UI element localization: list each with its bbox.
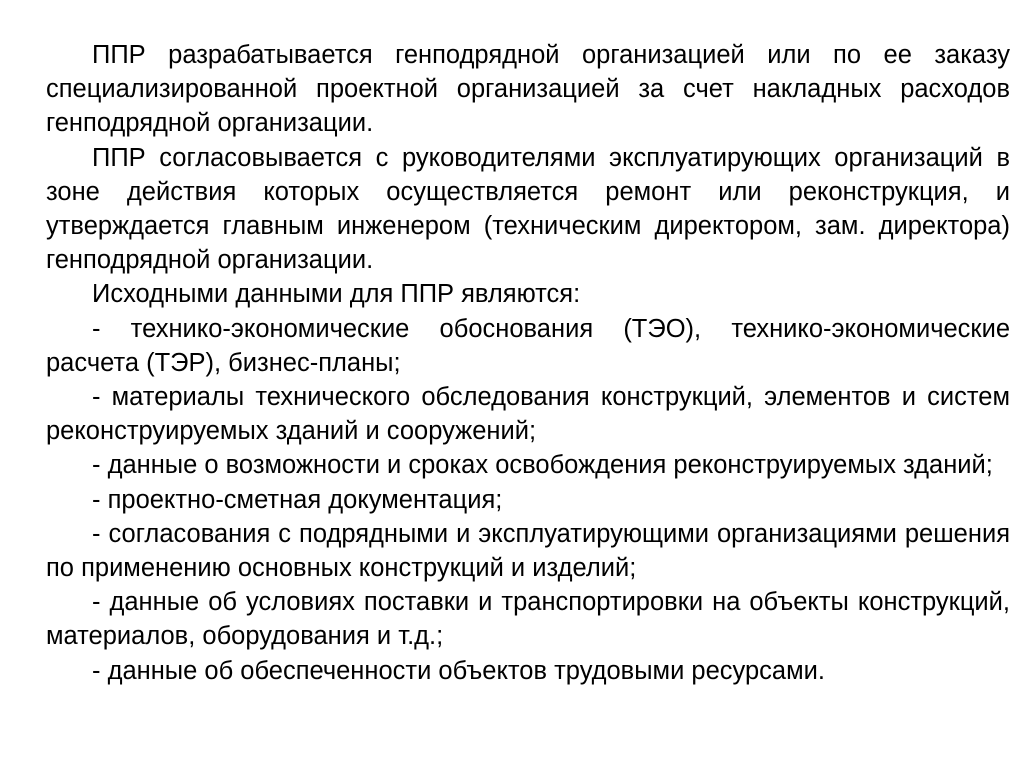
document-body [46, 38, 1010, 688]
list-item-feasibility: - технико-экономические обоснования (ТЭО), технико-экономические расчета (ТЭР), бизнес-планы; [46, 314, 1010, 377]
paragraph-approval: ППР согласовывается с руководителями эксплуатирующих организаций в зоне действия которых осуществляется ремонт или реконструкция, и утверждается главным инженером (техническим директором, зам. директора) генподрядной организации. [46, 143, 1010, 275]
list-item-agreements: - согласования с подрядными и эксплуатирующими организациями решения по применению основных конструкций и изделий; [46, 519, 1010, 583]
list-item-labor-resources: - данные об обеспеченности объектов трудовыми ресурсами. [92, 656, 825, 685]
list-item-delivery-conditions: - данные об условиях поставки и транспортировки на объекты конструкций, материалов, оборудования и т.д.; [46, 588, 1010, 651]
list-item-vacating-terms: - данные о возможности и сроках освобождения реконструируемых зданий; [92, 451, 993, 480]
paragraph-input-data-intro: Исходными данными для ППР являются: [92, 280, 581, 309]
list-item-inspection-materials: - материалы технического обследования конструкций, элементов и систем реконструируемых зданий и сооружений; [46, 383, 1010, 446]
paragraph-developer: ППР разрабатывается генподрядной организацией или по ее заказу специализированной проектной организацией за счет накладных расходов генподрядной организации. [46, 41, 1010, 138]
list-item-design-estimates: - проектно-сметная документация; [92, 485, 503, 514]
